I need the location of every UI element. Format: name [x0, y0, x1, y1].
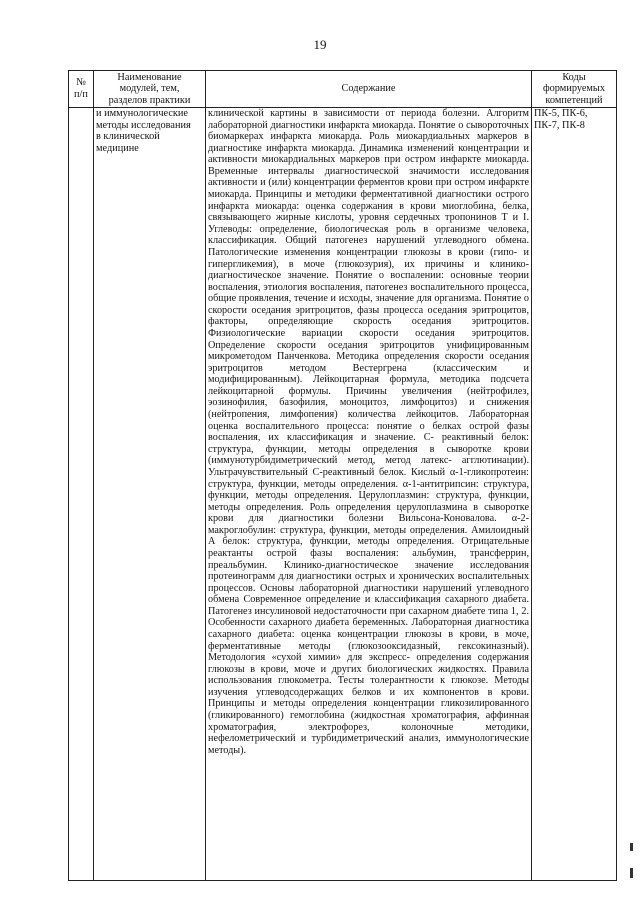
scan-mark: [630, 868, 633, 878]
header-content-label: Содержание: [341, 83, 396, 95]
row-content-cell: [206, 108, 532, 881]
header-num-label: № п/п: [74, 77, 88, 100]
row-num-cell: [69, 108, 94, 881]
header-codes: [532, 71, 617, 108]
row-module-cell: [94, 108, 206, 881]
header-num: [69, 71, 94, 108]
module-name: и иммунологические методы исследования в клинической медицине: [96, 108, 191, 154]
curriculum-table: [68, 70, 617, 881]
table-row: [69, 108, 617, 881]
header-codes-label: Коды формируемых компетенций: [542, 71, 606, 106]
row-codes-cell: [532, 108, 617, 881]
header-module-label: Наименование модулей, тем, разделов практики: [108, 71, 191, 106]
scan-mark: [630, 843, 633, 851]
page-number: 19: [313, 37, 327, 52]
content-text: клинической картины в зависимости от периода болезни. Алгоритм лабораторной диагностики инфаркта миокарда. Понятие о сывороточных биомаркерах инфаркта миокарда. Роль миокардиальных маркеров в диагностике инфаркта миокарда. Динамика изменений концентрации и активности миокардиальных маркеров при остром инфаркте миокарда. Временные интервалы диагностической значимости исследования активности и (или) концентрации ферментов крови при остром инфаркте миокарда. Принципы и методики ферментативной диагностики острого инфаркта миокарда: оценка содержания в крови миоглобина, белка, связывающего жирные кислоты, уровня сердечных тропонинов Т и I. Углеводы: определение, биологическая роль в организме человека, классификация. Общий патогенез нарушений углеводного обмена. Патологические изменения концентрации глюкозы в крови (гипо- и гипергликемия), в моче (глюкозурия), их причины и клинико- диагностическое значение. Понятие о воспалении: основные теории воспаления, этиология воспаления, патогенез воспалительного процесса, общие проявления, течение и исходы, значение для организма. Понятие о скорости оседания эритроцитов, фазы процесса оседания эритроцитов, факторы, определяющие скорость оседания эритроцитов. Физиологические вариации скорости оседания эритроцитов. Определение скорости оседания эритроцитов унифицированным микрометодом Панченкова. Методика определения скорости оседания эритроцитов методом Вестергрена (классическим и модифицированным). Лейкоцитарная формула, методика подсчета лейкоцитарной формулы. Причины увеличения (нейтрофилез, эозинофилия, базофилия, моноцитоз, лимфоцитоз) и снижения (нейтропения, лимфопения) количества лейкоцитов. Лабораторная оценка воспалительного процесса: понятие о белках острой фазы воспаления, их классификация и значение. С- реактивный белок: структура, функции, методы определения в сыворотке крови (иммунотурбидиметрический метод, метод латекс- агглютинации). Ультрачувствительный С-реактивный белок. Кислый α-1-гликопротеин: структура, функции, методы определения. α-1-антитрипсин: структура, функции, методы определения. Церулоплазмин: структура, функции, методы определения. Роль определения церулоплазмина в сыворотке крови для диагностики болезни Вильсона-Коновалова. α-2-макроглобулин: структура, функции, методы определения. Амилоидный А белок: структура, функции, методы определения. Отрицательные реактанты острой фазы воспаления: альбумин, трансферрин, преальбумин. Клинико-диагностическое значение исследования протеинограмм для диагностики острых и хронических воспалительных процессов. Основы лабораторной диагностики нарушений углеводного обмена Современное определение и классификация сахарного диабета. Патогенез инсулиновой недостаточности при сахарном диабете типа 1, 2. Особенности сахарного диабета беременных. Лабораторная диагностика сахарного диабета: оценка концентрации глюкозы в крови, в моче, ферментативные методы (глюкозооксидазный, гексокиназный). Методология «сухой химии» для экспресс- определения содержания глюкозы в крови, моче и других биологических жидкостях. Правила использования глюкометра. Тесты толерантности к глюкозе. Методы изучения углеводсодержащих белков и их компонентов в крови. Принципы и методы определения концентрации гликозилированного (гликированного) гемоглобина (жидкостная хроматография, аффинная хроматография, электрофорез, колоночные методики, нефелометрический и турбидиметрический анализ, иммунологические методы).: [208, 108, 529, 756]
competency-codes: ПК-5, ПК-6, ПК-7, ПК-8: [534, 108, 588, 131]
header-content: [206, 71, 532, 108]
table-header-row: [69, 71, 617, 108]
header-module: [94, 71, 206, 108]
